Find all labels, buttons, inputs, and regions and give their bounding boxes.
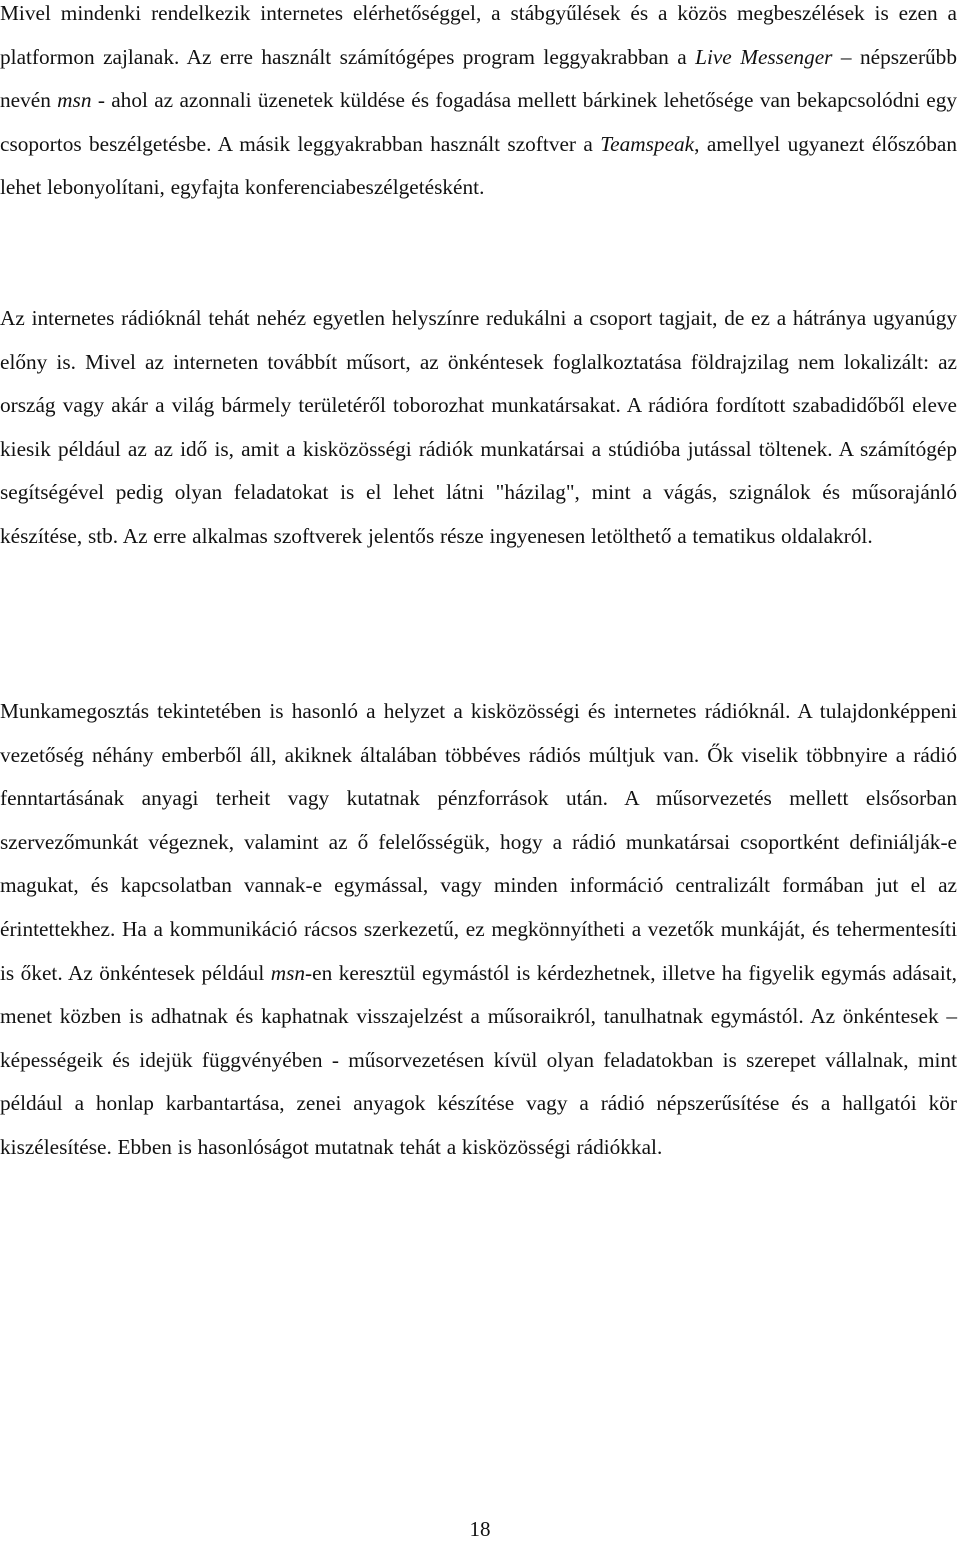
italic-term: msn	[57, 88, 92, 113]
text-run: Mivel mindenki rendelkezik internetes elérhetőséggel, a stábgyűlések és a közös megbeszélések is ezen a platformon zajlanak. Az erre használt számítógépes program leggyakrabban a	[0, 1, 957, 69]
text-run: - ahol az azonnali üzenetek küldése és fogadása mellett bárkinek lehetősége van bekapcsolódni egy csoportos beszélgetésbe. A másik leggyakrabban használt szoftver a	[0, 88, 957, 156]
text-run: , amellyel ugyanezt élőszóban lehet lebonyolítani, egyfajta konferenciabeszélgetésként.	[0, 131, 957, 200]
italic-term: Live Messenger	[695, 44, 833, 69]
paragraph-1	[0, 0, 957, 210]
text-run: Munkamegosztás tekintetében is hasonló a helyzet a kisközösségi és internetes rádióknál. A tulajdonképpeni vezetőség néhány emberből áll, akiknek általában többéves rádiós múltjuk van. Ők viselik többnyire a rádió fenntartásának anyagi terheit vagy kutatnak pénzforrások után. A műsorvezetés mellett elsősorban szervezőmunkát végeznek, valamint az ő felelősségük, hogy a rádió munkatársai csoportként definiálják-e magukat, és kapcsolatban vannak-e egymással, vagy minden információ centralizált formában jut el az érintettekhez. Ha a kommunikáció rácsos szerkezetű, ez megkönnyítheti a vezetők munkáját, és tehermentesíti is őket. Az önkéntesek például	[0, 699, 957, 985]
text-run: Az internetes rádióknál tehát nehéz egyetlen helyszínre redukálni a csoport tagjait, de ez a hátránya ugyanúgy előny is. Mivel az interneten továbbít műsort, az önkéntesek foglalkoztatása földrajzilag nem lokalizált: az ország vagy akár a világ bármely területéről toborozhat munkatársakat. A rádióra fordított szabadidőből eleve kiesik például az az idő is, amit a kisközösségi rádiók munkatársai a stúdióba jutással töltenek. A számítógép segítségével pedig olyan feladatokat is el lehet látni "házilag", mint a vágás, szignálok és műsorajánló készítése, stb. Az erre alkalmas szoftverek jelentős része ingyenesen letölthető a tematikus oldalakról.	[0, 306, 957, 548]
paragraph-2	[0, 297, 957, 559]
paragraph-3	[0, 690, 957, 1170]
italic-term: msn	[270, 960, 306, 985]
text-run: – népszerűbb nevén	[0, 44, 957, 113]
page-number: 18	[469, 1517, 491, 1541]
text-run: -en keresztül egymástól is kérdezhetnek, illetve ha figyelik egymás adásait, menet közben is adhatnak és kaphatnak visszajelzést a műsoraikról, tanulhatnak egymástól. Az önkéntesek – képességeik és idejük függvényében - műsorvezetésen kívül olyan feladatokban is szerepet vállalnak, mint például a honlap karbantartása, zenei anyagok készítése vagy a rádió népszerűsítése és a hallgatói kör kiszélesítése. Ebben is hasonlóságot mutatnak tehát a kisközösségi rádiókkal.	[0, 960, 958, 1159]
italic-term: Teamspeak	[600, 131, 695, 156]
